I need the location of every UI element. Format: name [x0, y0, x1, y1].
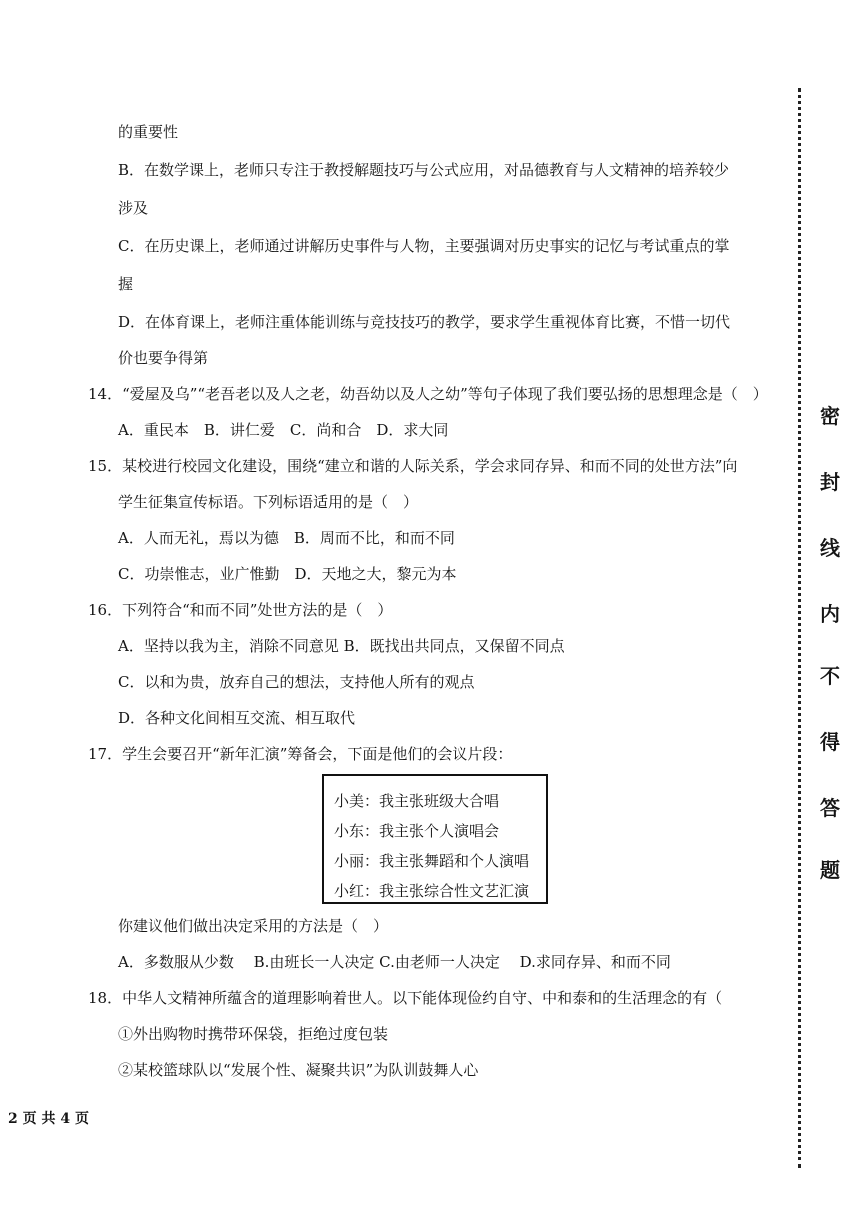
question-17-ask: 你建议他们做出决定采用的方法是（ ） — [118, 917, 389, 935]
question-15-cont: 学生征集宣传标语。下列标语适用的是（ ） — [118, 493, 419, 511]
meeting-line: 小红：我主张综合性文艺汇演 — [334, 882, 530, 900]
question-15-options-1: A．人而无礼，焉以为德 B．周而不比，和而不同 — [118, 529, 455, 547]
seal-char: 密 — [820, 404, 840, 428]
meeting-line: 小丽：我主张舞蹈和个人演唱 — [334, 852, 530, 870]
question-15-options-2: C．功崇惟志，业广惟勤 D．天地之大，黎元为本 — [118, 565, 457, 583]
text-line: C．在历史课上，老师通过讲解历史事件与人物，主要强调对历史事实的记忆与考试重点的掌 — [118, 237, 730, 255]
seal-char: 答 — [820, 796, 840, 820]
question-17-options: A．多数服从少数 B.由班长一人决定 C.由老师一人决定 D.求同存异、和而不同 — [118, 953, 671, 971]
question-15: 15．某校进行校园文化建设，围绕“建立和谐的人际关系，学会求同存异、和而不同的处世方法”向 — [88, 457, 738, 475]
question-14-options: A．重民本 B．讲仁爱 C．尚和合 D．求大同 — [118, 421, 449, 439]
question-17: 17．学生会要召开“新年汇演”筹备会，下面是他们的会议片段： — [88, 745, 513, 763]
question-18: 18．中华人文精神所蕴含的道理影响着世人。以下能体现俭约自守、中和泰和的生活理念的有（ — [88, 989, 723, 1007]
text-line: 价也要争得第 — [118, 349, 209, 367]
text-line: 涉及 — [118, 199, 149, 217]
meeting-line: 小美：我主张班级大合唱 — [334, 792, 500, 810]
seal-char: 内 — [820, 602, 840, 626]
question-16-options-3: D．各种文化间相互交流、相互取代 — [118, 709, 356, 727]
text-line: D．在体育课上，老师注重体能训练与竞技技巧的教学，要求学生重视体育比赛，不惜一切代 — [118, 313, 731, 331]
question-16-options-2: C．以和为贵，放弃自己的想法，支持他人所有的观点 — [118, 673, 475, 691]
seal-char: 线 — [820, 536, 840, 560]
seal-dotted-line — [798, 88, 801, 1168]
meeting-transcript-box — [322, 774, 548, 904]
seal-char: 不 — [820, 664, 840, 688]
meeting-line: 小东：我主张个人演唱会 — [334, 822, 500, 840]
question-14: 14．“爱屋及乌”“老吾老以及人之老，幼吾幼以及人之幼”等句子体现了我们要弘扬的思想理念是（ ） — [88, 385, 768, 403]
seal-char: 题 — [820, 858, 840, 882]
seal-char: 得 — [820, 730, 840, 754]
page-footer: 2 页 共 4 页 — [8, 1111, 89, 1127]
question-16: 16．下列符合“和而不同”处世方法的是（ ） — [88, 601, 393, 619]
text-line: 的重要性 — [118, 123, 179, 141]
question-16-options-1: A．坚持以我为主，消除不同意见 B．既找出共同点，又保留不同点 — [118, 637, 565, 655]
text-line: B．在数学课上，老师只专注于教授解题技巧与公式应用，对品德教育与人文精神的培养较少 — [118, 161, 730, 179]
question-18-item-2: ②某校篮球队以“发展个性、凝聚共识”为队训鼓舞人心 — [118, 1061, 479, 1079]
text-line: 握 — [118, 275, 134, 293]
question-18-item-1: ①外出购物时携带环保袋，拒绝过度包装 — [118, 1025, 389, 1043]
seal-char: 封 — [820, 470, 840, 494]
